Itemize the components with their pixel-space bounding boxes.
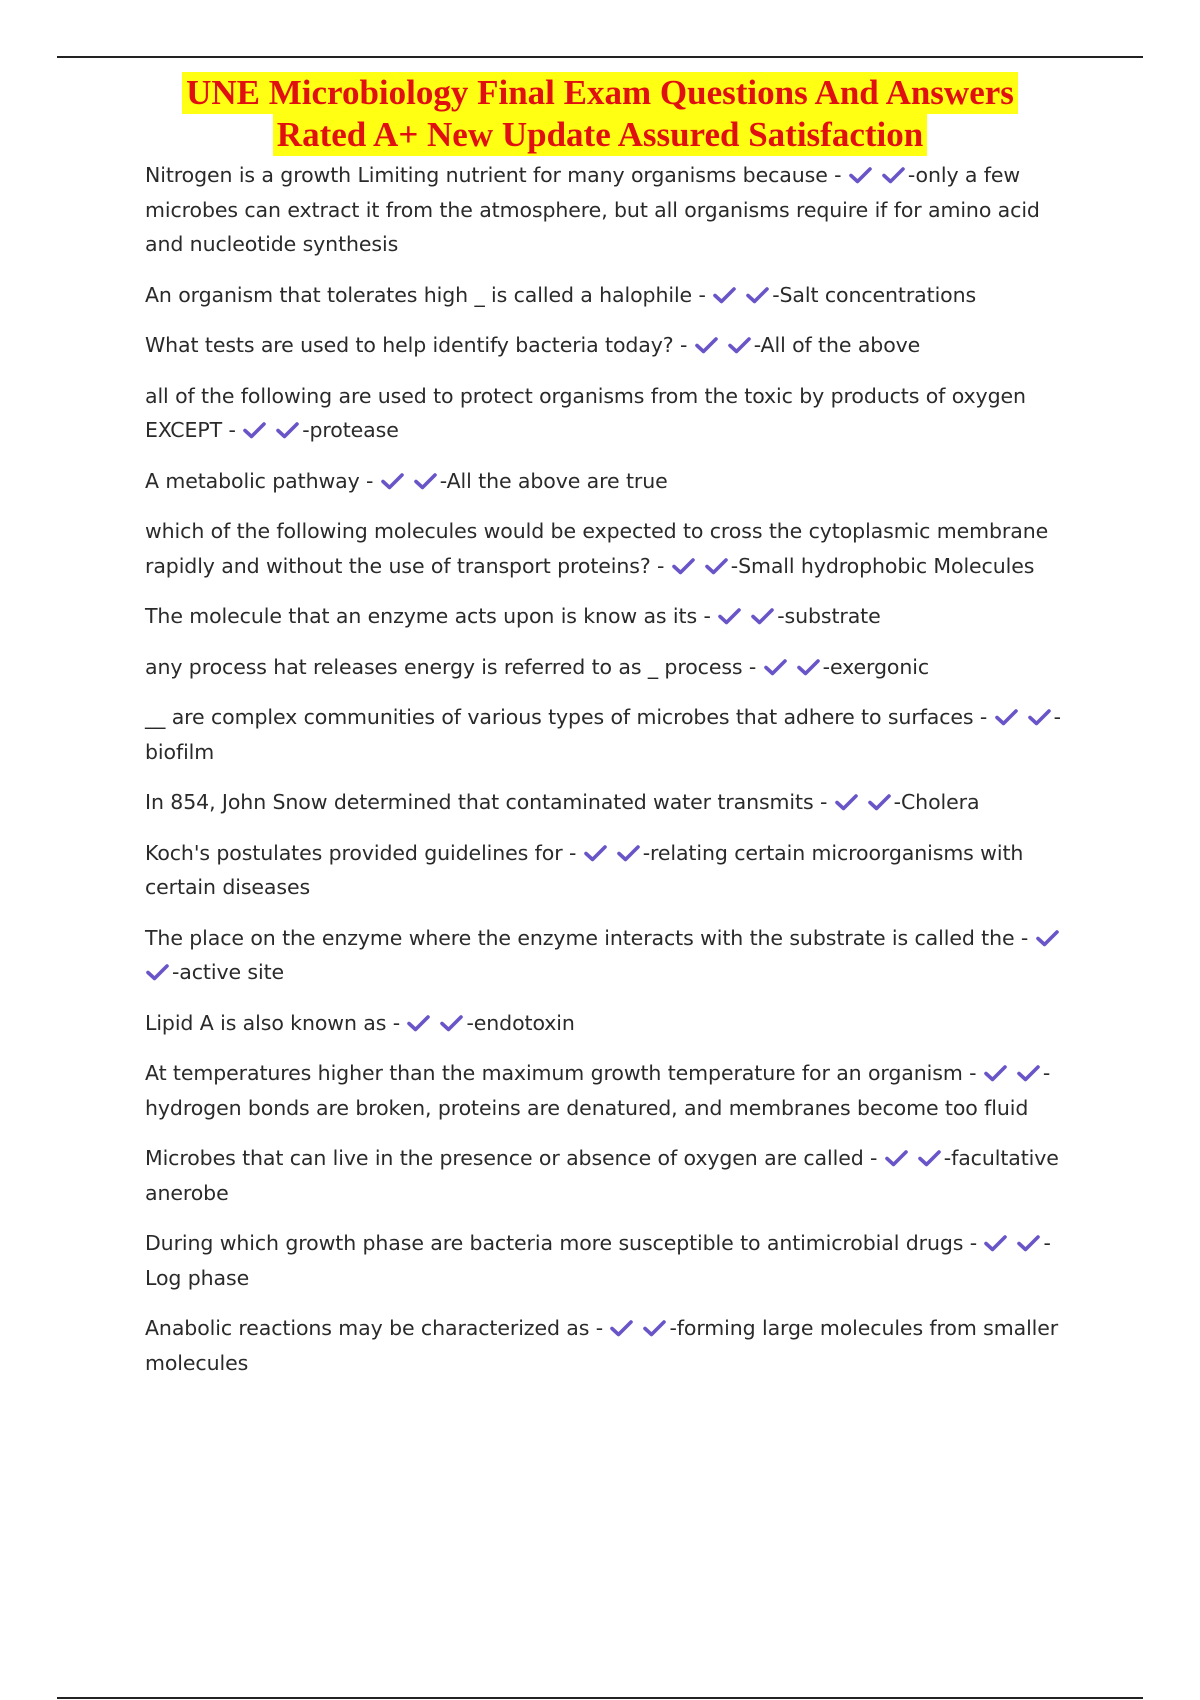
check-mark-icon [712, 286, 737, 304]
check-mark-icon [616, 844, 641, 862]
qa-item-12 [145, 921, 1081, 990]
question-text: all of the following are used to protect organisms from the toxic by products of oxygen EXCEPT - [145, 383, 1026, 442]
title-line-2: Rated A+ New Update Assured Satisfaction [273, 114, 927, 156]
question-text: The molecule that an enzyme acts upon is know as its - [145, 604, 718, 628]
answer-text: -All of the above [753, 333, 921, 357]
qa-item-14 [145, 1056, 1081, 1125]
question-text: Lipid A is also known as - [145, 1010, 407, 1035]
question-text: __ are complex communities of various types of microbes that adhere to surfaces - [145, 705, 994, 729]
qa-item-8 [145, 650, 1081, 685]
check-mark-icon [717, 607, 742, 625]
check-mark-icon [671, 557, 696, 575]
question-text: The place on the enzyme where the enzyme interacts with the substrate is called the - [145, 925, 1035, 950]
qa-item-4 [145, 379, 1081, 448]
question-text: which of the following molecules would be expected to cross the cytoplasmic membrane rapidly and without the use of transport proteins? - [145, 519, 1049, 578]
check-mark-icon [1016, 1234, 1041, 1252]
question-text: An organism that tolerates high _ is called a halophile - [145, 282, 713, 307]
qa-item-2 [145, 278, 1081, 313]
check-mark-icon [881, 166, 906, 184]
answer-text: -All the above are true [439, 468, 668, 493]
qa-item-9 [145, 700, 1081, 769]
question-text: During which growth phase are bacteria more susceptible to antimicrobial drugs - [145, 1231, 984, 1255]
check-mark-icon [917, 1149, 942, 1167]
qa-item-6 [145, 514, 1081, 583]
check-mark-icon [763, 658, 788, 676]
answer-text: -facultative anerobe [145, 1146, 1059, 1205]
check-mark-icon [275, 421, 300, 439]
answer-text: -Salt concentrations [772, 282, 977, 307]
check-mark-icon [834, 793, 859, 811]
bottom-rule [57, 1697, 1143, 1699]
check-mark-icon [1027, 708, 1052, 726]
check-mark-icon [145, 963, 170, 981]
answer-text: -only a few microbes can extract it from the atmosphere, but all organisms require if for amino acid and nucleotide synthesis [145, 163, 1040, 256]
answer-text: -active site [172, 960, 285, 984]
answer-text: -forming large molecules from smaller molecules [145, 1316, 1059, 1375]
check-mark-icon [413, 472, 438, 490]
check-mark-icon [796, 658, 821, 676]
check-mark-icon [994, 708, 1019, 726]
qa-item-11 [145, 836, 1081, 905]
check-mark-icon [609, 1319, 634, 1337]
qa-item-1 [145, 158, 1081, 262]
qa-item-7 [145, 599, 1081, 634]
top-rule [57, 56, 1143, 58]
qa-item-10 [145, 785, 1081, 820]
qa-item-17 [145, 1311, 1081, 1380]
check-mark-icon [380, 472, 405, 490]
question-text: any process hat releases energy is referred to as _ process - [145, 654, 763, 679]
document-title [0, 72, 1200, 156]
check-mark-icon [983, 1064, 1008, 1082]
check-mark-icon [694, 336, 719, 354]
answer-text: -Cholera [893, 790, 980, 814]
answer-text: -protease [302, 418, 399, 442]
qa-item-16 [145, 1226, 1081, 1295]
check-mark-icon [439, 1014, 464, 1032]
check-mark-icon [884, 1149, 909, 1167]
question-text: A metabolic pathway - [145, 468, 380, 493]
answer-text: -exergonic [822, 654, 929, 679]
check-mark-icon [242, 421, 267, 439]
answer-text: -substrate [777, 604, 881, 628]
check-mark-icon [1035, 929, 1060, 947]
check-mark-icon [745, 286, 770, 304]
answer-text: -biofilm [145, 705, 1061, 764]
qa-list [145, 158, 1081, 1396]
answer-text: -hydrogen bonds are broken, proteins are denatured, and membranes become too fluid [145, 1061, 1051, 1120]
title-line-1: UNE Microbiology Final Exam Questions And Answers [182, 72, 1018, 114]
qa-item-13 [145, 1006, 1081, 1041]
check-mark-icon [583, 844, 608, 862]
check-mark-icon [750, 607, 775, 625]
check-mark-icon [406, 1014, 431, 1032]
answer-text: -Small hydrophobic Molecules [730, 553, 1035, 578]
question-text: Nitrogen is a growth Limiting nutrient for many organisms because - [145, 163, 848, 187]
question-text: Microbes that can live in the presence or absence of oxygen are called - [145, 1146, 884, 1170]
check-mark-icon [642, 1319, 667, 1337]
check-mark-icon [983, 1234, 1008, 1252]
answer-text: -endotoxin [466, 1010, 575, 1035]
qa-item-3 [145, 328, 1081, 363]
qa-item-5 [145, 464, 1081, 499]
check-mark-icon [1016, 1064, 1041, 1082]
question-text: Koch's postulates provided guidelines for - [145, 840, 583, 865]
question-text: In 854, John Snow determined that contaminated water transmits - [145, 790, 834, 814]
question-text: What tests are used to help identify bacteria today? - [145, 333, 694, 357]
check-mark-icon [704, 557, 729, 575]
question-text: Anabolic reactions may be characterized as - [145, 1316, 610, 1340]
answer-text: -Log phase [145, 1231, 1051, 1290]
check-mark-icon [867, 793, 892, 811]
answer-text: -relating certain microorganisms with certain diseases [145, 840, 1024, 899]
check-mark-icon [848, 166, 873, 184]
question-text: At temperatures higher than the maximum growth temperature for an organism - [145, 1061, 983, 1085]
qa-item-15 [145, 1141, 1081, 1210]
check-mark-icon [727, 336, 752, 354]
